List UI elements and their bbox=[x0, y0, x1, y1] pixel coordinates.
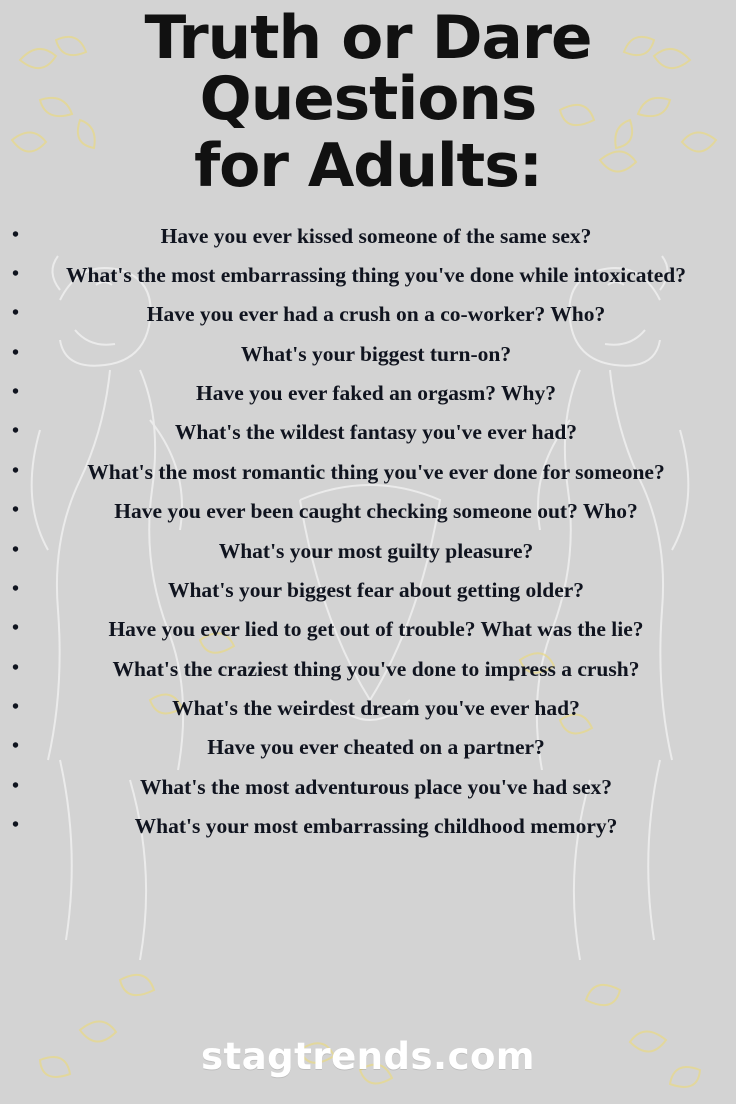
question-text: Have you ever lied to get out of trouble? What was the lie? bbox=[108, 617, 644, 642]
list-item bbox=[12, 812, 718, 840]
question-text: Have you ever cheated on a partner? bbox=[207, 735, 545, 760]
question-text: What's the most romantic thing you've ever done for someone? bbox=[87, 459, 665, 484]
bullet-icon: • bbox=[12, 420, 20, 443]
list-item bbox=[12, 733, 718, 761]
list-item bbox=[12, 458, 718, 486]
question-text: Have you ever kissed someone of the same sex? bbox=[160, 223, 592, 248]
page-title bbox=[0, 0, 736, 202]
bullet-icon: • bbox=[12, 774, 20, 797]
list-item bbox=[12, 615, 718, 643]
title-line-1: Truth or Dare Questions bbox=[144, 3, 592, 135]
question-text: Have you ever been caught checking someone out? Who? bbox=[114, 499, 638, 524]
list-item bbox=[12, 773, 718, 801]
question-list bbox=[0, 222, 736, 841]
question-text: What's the craziest thing you've done to impress a crush? bbox=[112, 656, 640, 681]
list-item bbox=[12, 261, 718, 289]
bullet-icon: • bbox=[12, 696, 20, 719]
bullet-icon: • bbox=[12, 577, 20, 600]
bullet-icon: • bbox=[12, 538, 20, 561]
bullet-icon: • bbox=[12, 617, 20, 640]
question-text: What's your biggest fear about getting older? bbox=[167, 577, 585, 602]
bullet-icon: • bbox=[12, 459, 20, 482]
title-line-2: for Adults: bbox=[194, 131, 542, 202]
bullet-icon: • bbox=[12, 262, 20, 285]
list-item bbox=[12, 497, 718, 525]
question-text: What's your most embarrassing childhood memory? bbox=[134, 814, 618, 839]
question-text: What's your most guilty pleasure? bbox=[218, 538, 534, 563]
list-item bbox=[12, 694, 718, 722]
question-text: Have you ever faked an orgasm? Why? bbox=[196, 381, 556, 406]
list-item bbox=[12, 379, 718, 407]
bullet-icon: • bbox=[12, 302, 20, 325]
question-text: Have you ever had a crush on a co-worker? Who? bbox=[146, 302, 606, 327]
list-item bbox=[12, 537, 718, 565]
site-watermark: stagtrends.com bbox=[200, 1035, 535, 1078]
bullet-icon: • bbox=[12, 223, 20, 246]
bullet-icon: • bbox=[12, 656, 20, 679]
bullet-icon: • bbox=[12, 341, 20, 364]
list-item bbox=[12, 655, 718, 683]
question-text: What's your biggest turn-on? bbox=[240, 341, 512, 366]
question-text: What's the most adventurous place you've had sex? bbox=[139, 774, 613, 799]
list-item bbox=[12, 340, 718, 368]
question-text: What's the most embarrassing thing you've done while intoxicated? bbox=[66, 262, 686, 287]
list-item bbox=[12, 222, 718, 250]
bullet-icon: • bbox=[12, 814, 20, 837]
list-item bbox=[12, 418, 718, 446]
bullet-icon: • bbox=[12, 499, 20, 522]
question-text: What's the wildest fantasy you've ever had? bbox=[174, 420, 578, 445]
question-text: What's the weirdest dream you've ever had? bbox=[172, 696, 580, 721]
footer bbox=[0, 1035, 736, 1078]
bullet-icon: • bbox=[12, 381, 20, 404]
bullet-icon: • bbox=[12, 735, 20, 758]
list-item bbox=[12, 300, 718, 328]
list-item bbox=[12, 576, 718, 604]
